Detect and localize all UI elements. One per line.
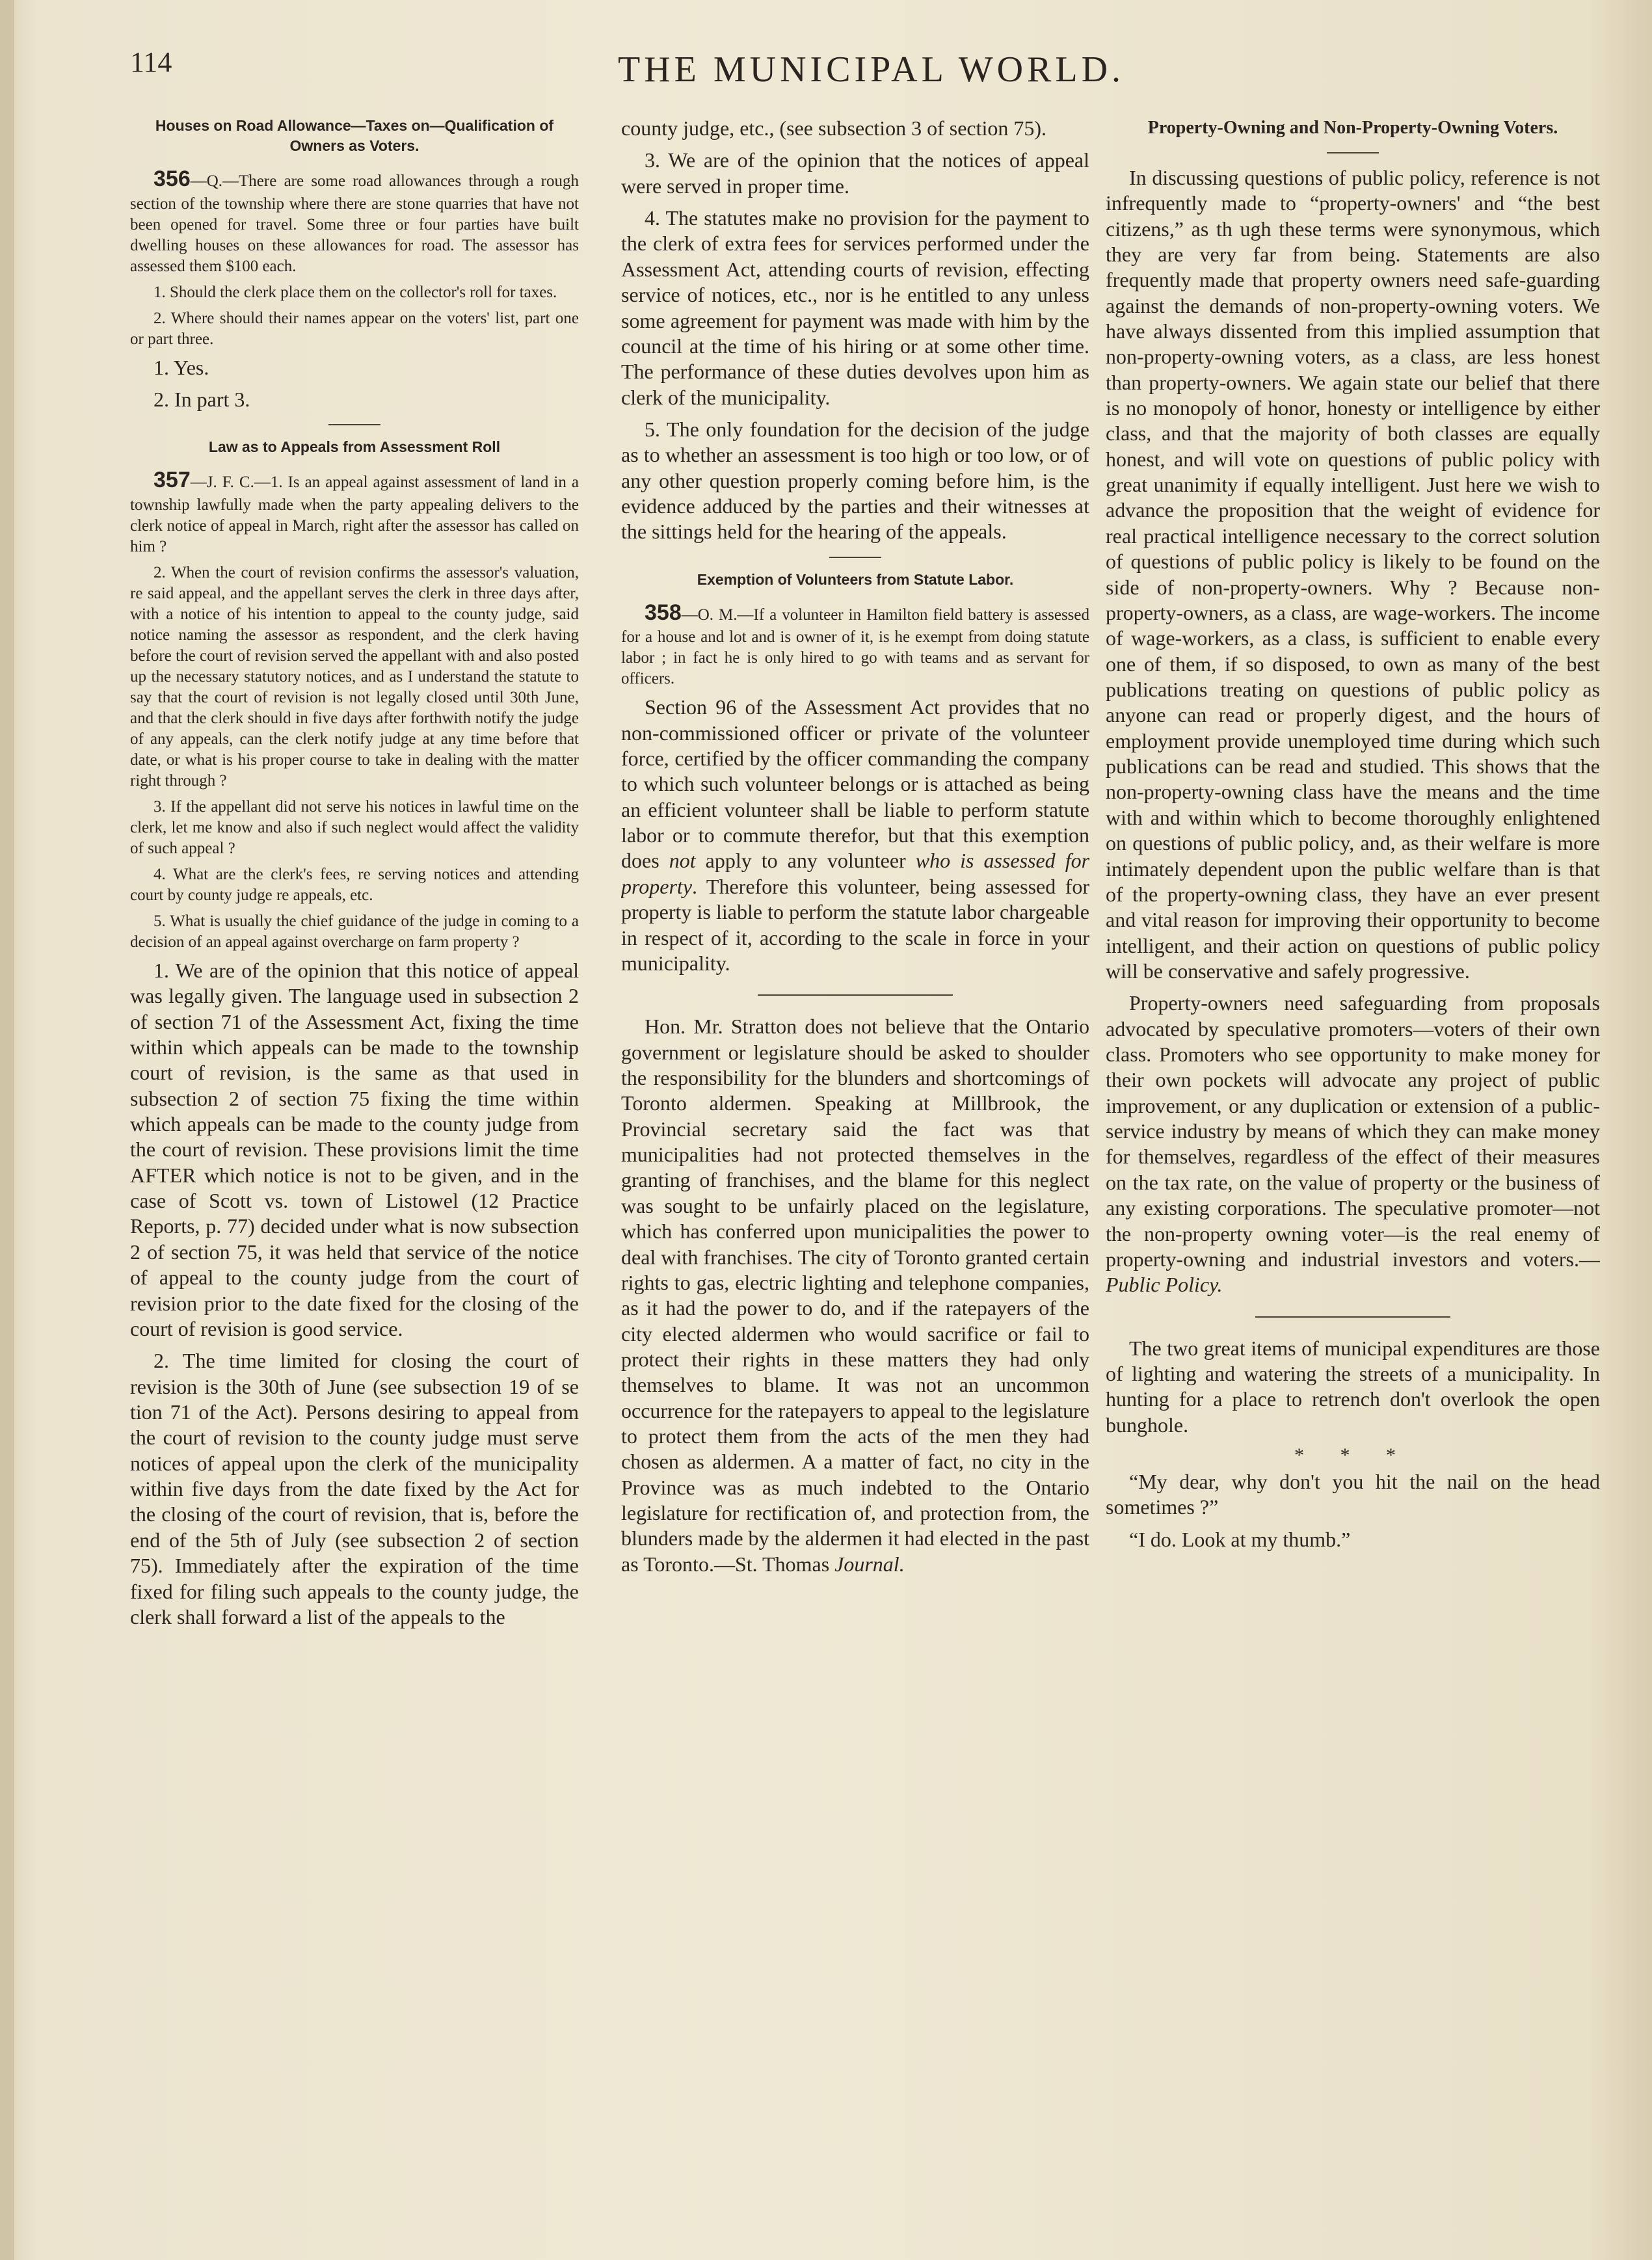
question-number: 356 bbox=[153, 166, 191, 192]
question-356-part-2: 2. Where should their names appear on the voters' list, part one or part three. bbox=[130, 309, 579, 348]
question-357-part-4: 4. What are the clerk's fees, re serving notices and attending court by county judge re appeals, etc. bbox=[130, 865, 579, 904]
page-header bbox=[130, 39, 1593, 91]
question-number: 358 bbox=[645, 600, 682, 625]
answer-357-part-1: 1. We are of the opinion that this notice of appeal was legally given. The language used in subsection 2 of section 71 of the Assessment Act, fixing the time within which appeals can be made to the township court of revision, is the same as that used in subsection 2 of section 75 fixing the time within which appeals can be made to the county judge from the court of revision. These provisions limit the time AFTER which notice is not to be given, and in the case of Scott vs. town of Listowel (12 Practice Reports, p. 77) decided under what is now subsection 2 of section 75, it was held that service of the notice of appeal to the county judge from the court of revision prior to the date fixed for the closing of the court of revision is good service. bbox=[130, 958, 579, 1340]
column-right bbox=[1106, 116, 1600, 2234]
article-divider bbox=[758, 994, 953, 996]
section-divider bbox=[1327, 152, 1379, 153]
emphasis-not: not bbox=[669, 849, 696, 873]
section-divider bbox=[829, 557, 881, 558]
emphasis-assessed: who is assessed for property bbox=[621, 849, 1089, 898]
joke-line-2: “I do. Look at my thumb.” bbox=[1129, 1527, 1351, 1551]
question-number: 357 bbox=[153, 468, 191, 493]
question-356 bbox=[130, 165, 579, 277]
question-text: —Q.—There are some road allowances through a rough section of the township where there are stone quarries that have not been opened for travel. Some three or four parties have built dwelling houses on these allowances for road. The assessor has assessed them $100 each. bbox=[130, 172, 579, 275]
question-357-part-2: 2. When the court of revision confirms the assessor's valuation, re said appeal, and the appellant serves the clerk in three days after, with a notice of his intention to appeal to the county judge, said notice naming the assessor as respondent, and the clerk having before the court of revision served the appellant with and also posted up the necessary statutory notices, and as I understand the statute to say that the court of revision is not legally closed until 30th June, and that the clerk should in five days after forthwith notify the judge of any appeals, can the clerk notify judge at any time before that date, or what is his proper course to take in dealing with the matter right through ? bbox=[130, 563, 579, 790]
column-left bbox=[130, 116, 579, 2234]
expenditure-note: The two great items of municipal expenditures are those of lighting and watering the streets of a municipality. In hunting for a place to retrench don't overlook the open bunghole. bbox=[1106, 1336, 1600, 1437]
answer-356-part-2: 2. In part 3. bbox=[153, 387, 250, 411]
article-divider bbox=[1255, 1316, 1450, 1318]
question-text: —J. F. C.—1. Is an appeal against assessment of land in a township lawfully made when the party appealing delivers to the clerk notice of appeal in March, right after the assessor has called on him ? bbox=[130, 473, 579, 555]
page-edge-shadow bbox=[0, 0, 14, 2260]
article-text: Hon. Mr. Stratton does not believe that the Ontario government or legislature should be asked to shoulder the responsibility for the blunders and shortcomings of Toronto aldermen. Speaking at Millbrook, the Provincial secretary said the fact was that municipalities had not protected themselves in the granting of franchises, and the blame for this neglect was sought to be unfairly placed on the legislature, which has conferred upon municipalities the power to deal with franchises. The city of Toronto granted certain rights to gas, electric lighting and telephone companies, as it had the power to do, and if the ratepayers of the city elected aldermen who would sacrifice or fail to protect their rights in these matters they had only themselves to blame. It was not an uncommon occurrence for the ratepayers to appeal to the legislature to protect them from the acts of the men they had chosen as aldermen. A a matter of fact, no city in the Province was as much indebted to the Ontario legislature for rectification of, and protection from, the blunders made by the aldermen it had elected in the past as Toronto.—St. Thomas bbox=[621, 1015, 1089, 1576]
answer-text: Section 96 of the Assessment Act provides that no non-commissioned officer or private of the volunteer force, certified by the officer commanding the company to which such volunteer belongs or is attached as being an efficient volunteer shall be liable to perform statute labor or to commute therefor, but that this exemption does bbox=[621, 695, 1089, 873]
heading-property-voters: Property-Owning and Non-Property-Owning Voters. bbox=[1147, 118, 1558, 138]
editorial-source: Public Policy. bbox=[1106, 1273, 1223, 1297]
editorial-paragraph-2 bbox=[1106, 990, 1600, 1297]
heading-volunteers: Exemption of Volunteers from Statute Labor. bbox=[697, 570, 1014, 588]
answer-357-part-5: 5. The only foundation for the decision of the judge as to whether an assessment is too high or too low, or of any other question properly coming before him, is the evidence adduced by the parties and their witnesses at the sittings held for the hearing of the appeals. bbox=[621, 417, 1089, 544]
asterism: * * * bbox=[1294, 1444, 1411, 1467]
heading-appeals: Law as to Appeals from Assessment Roll bbox=[208, 438, 501, 456]
answer-text: . Therefore this volunteer, being assessed for property is liable to perform the statute labor chargeable in respect of it, according to the scale in force in your municipality. bbox=[621, 874, 1089, 975]
joke-line-1: “My dear, why don't you hit the nail on the head sometimes ?” bbox=[1106, 1470, 1600, 1519]
answer-357-part-3: 3. We are of the opinion that the notices of appeal were served in proper time. bbox=[621, 148, 1089, 198]
article-source: Journal. bbox=[834, 1552, 905, 1576]
column-middle bbox=[621, 116, 1089, 2234]
question-358 bbox=[621, 599, 1089, 690]
stratton-article bbox=[621, 1014, 1089, 1577]
answer-357-continued: county judge, etc., (see subsection 3 of section 75). bbox=[621, 116, 1047, 140]
question-357-part-1 bbox=[130, 466, 579, 557]
editorial-text: Property-owners need safeguarding from proposals advocated by speculative promoters—voters of their own class. Promoters who see opportunity to make money for their own pockets will advocate any project of public improvement, or any duplication or extension of a public-service industry by means of which they can make money for themselves, regardless of the effect of their measures on the tax rate, on the value of property or the business of any existing corporations. The speculative promoter—not the non-property owning voter—is the real enemy of property-owning and industrial investors and voters.— bbox=[1106, 991, 1600, 1271]
editorial-paragraph-1: In discussing questions of public policy, reference is not infrequently made to “property-owners' and “the best citizens,” as th ugh these terms were synonymous, which they are very far from being. Statements are also frequently made that property owners need safe-guarding against the demands of non-property-owning voters. We have always dissented from this implied assumption that non-property-owning voters, as a class, are less honest than property-owners. We again state our belief that there is no monopoly of honor, honesty or intelligence by either class, and that the majority of both classes are equally honest, and will vote on questions of public policy with great unanimity if equally intelligent. Just here we wish to advance the proposition that the weight of evidence for real practical intelligence necessary to the correct solution of questions of public policy is likely to be found on the side of non-property-owners. Why ? Because non-property-owners, as a class, are wage-workers. The income of wage-workers, as a class, is sufficient to enable every one of them, if so disposed, to own as many of the best publications treating on questions of public policy as anyone can read or properly digest, and the hours of employment provide unemployed time during which such publications can be read and studied. This shows that the non-property-owning class have the means and the time with and within which to become thoroughly enlightened on questions of public policy, and, as their welfare is more intimately dependent upon the public welfare than is that of the property-owning class, they have an ever present and vital reason for improving their opportunity to become intelligent, and their action on questions of public policy will be conservative and safely progressive. bbox=[1106, 165, 1600, 983]
heading-road-allowance: Houses on Road Allowance—Taxes on—Qualification of Owners as Voters. bbox=[155, 117, 554, 155]
section-divider bbox=[328, 424, 380, 425]
question-357-part-3: 3. If the appellant did not serve his notices in lawful time on the clerk, let me know and also if such neglect would affect the validity of such appeal ? bbox=[130, 797, 579, 857]
answer-357-part-2: 2. The time limited for closing the court of revision is the 30th of June (see subsection 19 of se tion 71 of the Act). Persons desiring to appeal from the court of revision to the county judge must serve notices of appeal upon the clerk of the municipality within five days from the date fixed by the Act for the closing of the court of revision, that is, before the end of the 5th of July (see subsection 2 of section 75). Immediately after the expiration of the time fixed for filing such appeals to the county judge, the clerk shall forward a list of the appeals to the bbox=[130, 1349, 579, 1629]
answer-358 bbox=[621, 695, 1089, 976]
page-number: 114 bbox=[130, 46, 172, 78]
answer-357-part-4: 4. The statutes make no provision for the payment to the clerk of extra fees for services performed under the Assessment Act, attending courts of revision, effecting service of notices, etc., nor is he entitled to any unless some agreement for payment was made with him by the council at the time of his hiring or at some other time. The performance of these duties devolves upon him as clerk of the municipality. bbox=[621, 206, 1089, 409]
question-356-part-1: 1. Should the clerk place them on the collector's roll for taxes. bbox=[153, 283, 557, 301]
question-357-part-5: 5. What is usually the chief guidance of the judge in coming to a decision of an appeal against overcharge on farm property ? bbox=[130, 912, 579, 951]
question-text: —O. M.—If a volunteer in Hamilton field battery is assessed for a house and lot and is owner of it, is he exempt from doing statute labor ; in fact he is only hired to go with teams and as servant for officers. bbox=[621, 605, 1089, 688]
answer-text: apply to any volunteer bbox=[705, 849, 906, 873]
masthead: THE MUNICIPAL WORLD. bbox=[618, 49, 1125, 90]
answer-356-part-1: 1. Yes. bbox=[153, 355, 209, 379]
